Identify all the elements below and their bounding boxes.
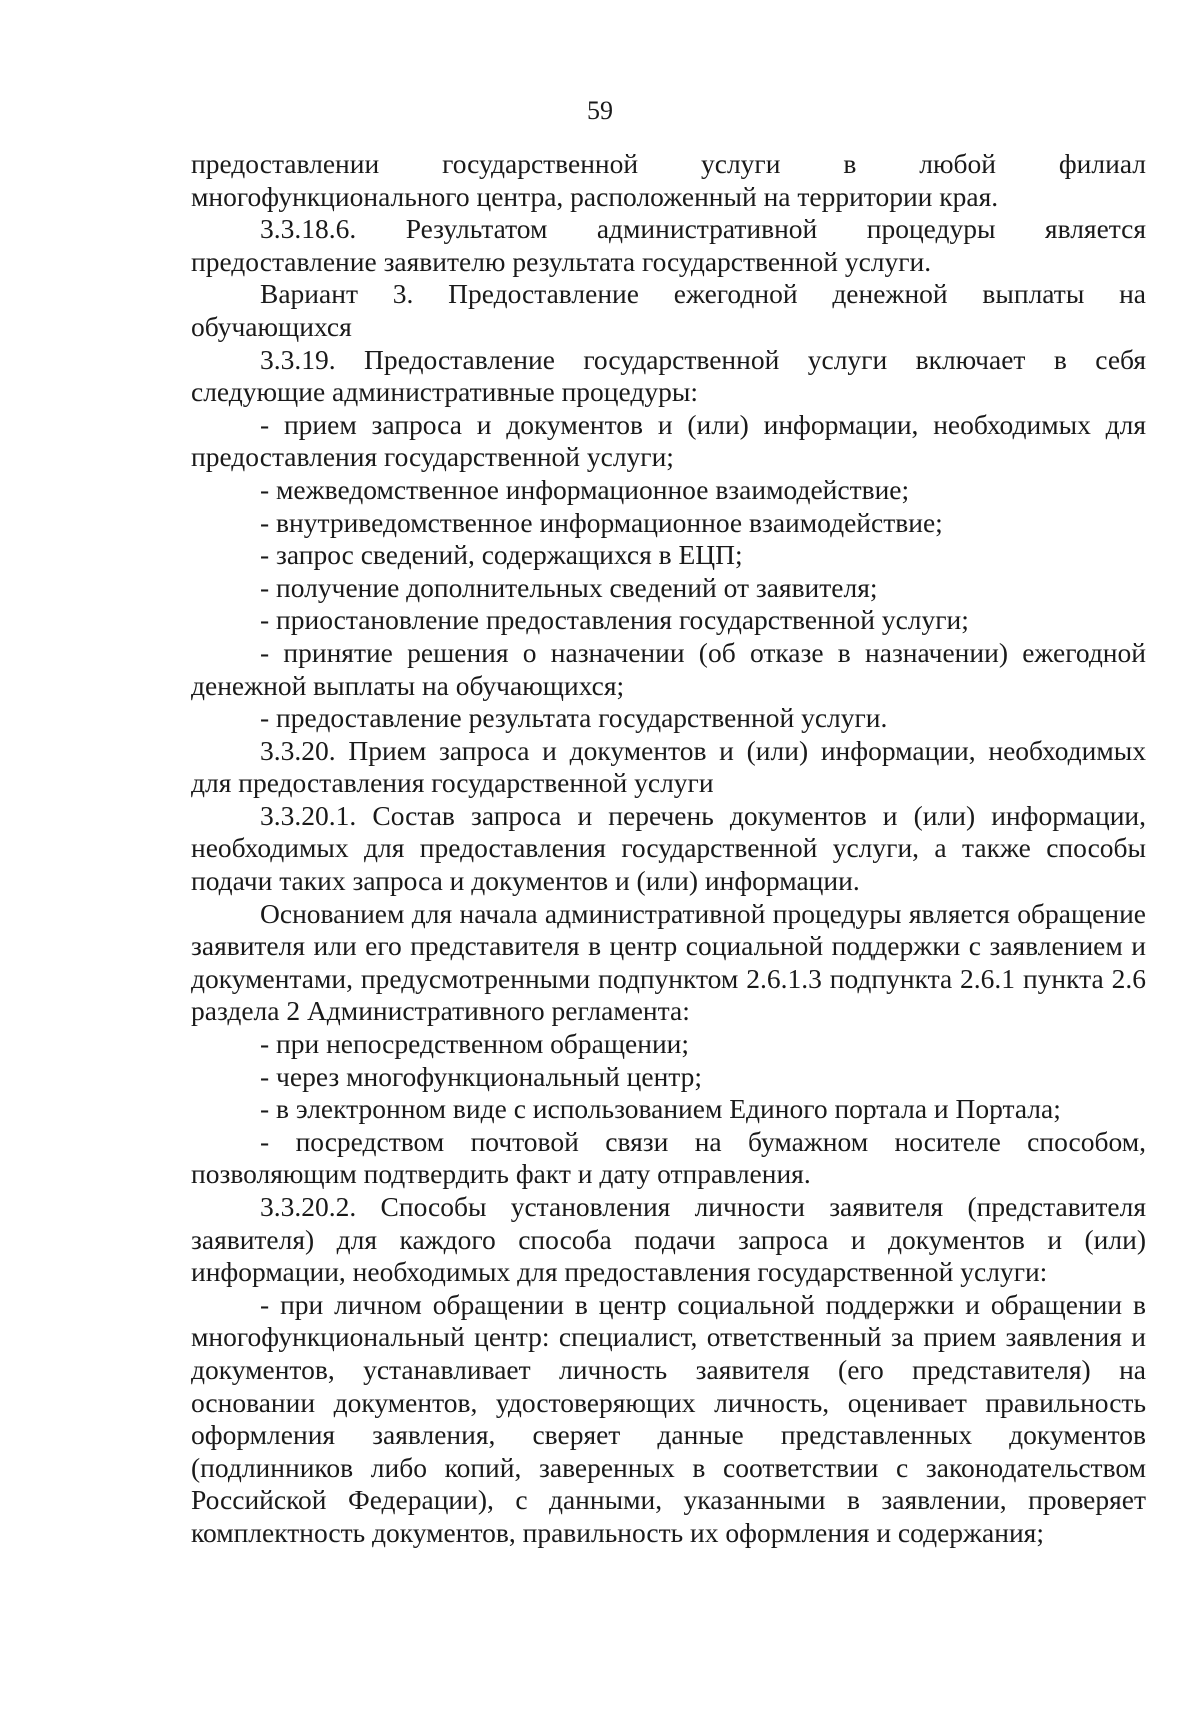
list-item-procedure-additional-info: - получение дополнительных сведений от заявителя; [260,571,878,603]
paragraph-3-3-18-6: 3.3.18.6. Результатом административной процедуры является предоставление заявителю результата государственной услуги. [191,213,1146,277]
list-item-method-direct: - при непосредственном обращении; [260,1028,690,1060]
paragraph-branch-transfer: предоставлении государственной услуги в любой филиал многофункционального центра, расположенный на территории края. [191,148,1146,212]
list-item-procedure-interagency: - межведомственное информационное взаимодействие; [260,473,910,505]
list-item-procedure-intraagency: - внутриведомственное информационное взаимодействие; [260,506,943,538]
paragraph-3-3-20: 3.3.20. Прием запроса и документов и (или) информации, необходимых для предоставления государственной услуги [191,734,1146,799]
list-item-method-electronic: - в электронном виде с использованием Единого портала и Портала; [260,1093,1061,1125]
list-item-procedure-decision: - принятие решения о назначении (об отказе в назначении) ежегодной денежной выплаты на обучающихся; [191,636,1146,701]
paragraph-grounds: Основанием для начала административной процедуры является обращение заявителя или его представителя в центр социальной поддержки с заявлением и документами, предусмотренными подпунктом 2.6.1.3 подпункта 2.6.1 пункта 2.6 раздела 2 Административного регламента: [191,897,1146,1027]
paragraph-3-3-19: 3.3.19. Предоставление государственной услуги включает в себя следующие административные процедуры: [191,343,1146,408]
list-item-identity-personal-visit: - при личном обращении в центр социальной поддержки и обращении в многофункциональный центр: специалист, ответственный за прием заявления и документов, устанавливает личность заявителя (его представителя) на основании документов, удостоверяющих личность, оценивает правильность оформления заявления, сверяет данные представленных документов (подлинников либо копий, заверенных в соответствии с законодательством Российской Федерации), с данными, указанными в заявлении, проверяет комплектность документов, правильность их оформления и содержания; [191,1288,1146,1548]
paragraph-variant-3-heading: Вариант 3. Предоставление ежегодной денежной выплаты на обучающихся [191,278,1146,342]
list-item-method-mfc: - через многофункциональный центр; [260,1060,703,1092]
paragraph-3-3-20-2: 3.3.20.2. Способы установления личности заявителя (представителя заявителя) для каждого способа подачи запроса и документов и (или) информации, необходимых для предоставления государственной услуги: [191,1191,1146,1288]
paragraph-3-3-20-1: 3.3.20.1. Состав запроса и перечень документов и (или) информации, необходимых для предоставления государственной услуги, а также способы подачи таких запроса и документов и (или) информации. [191,799,1146,897]
list-item-procedure-reception: - прием запроса и документов и (или) информации, необходимых для предоставления государственной услуги; [191,408,1146,473]
list-item-method-postal: - посредством почтовой связи на бумажном носителе способом, позволяющим подтвердить факт и дату отправления. [191,1125,1146,1190]
list-item-procedure-ecp-request: - запрос сведений, содержащихся в ЕЦП; [260,539,743,571]
page-number: 59 [587,96,613,125]
list-item-procedure-suspension: - приостановление предоставления государственной услуги; [260,604,969,636]
document-body [191,148,1146,1550]
list-item-procedure-result: - предоставление результата государственной услуги. [260,702,888,734]
